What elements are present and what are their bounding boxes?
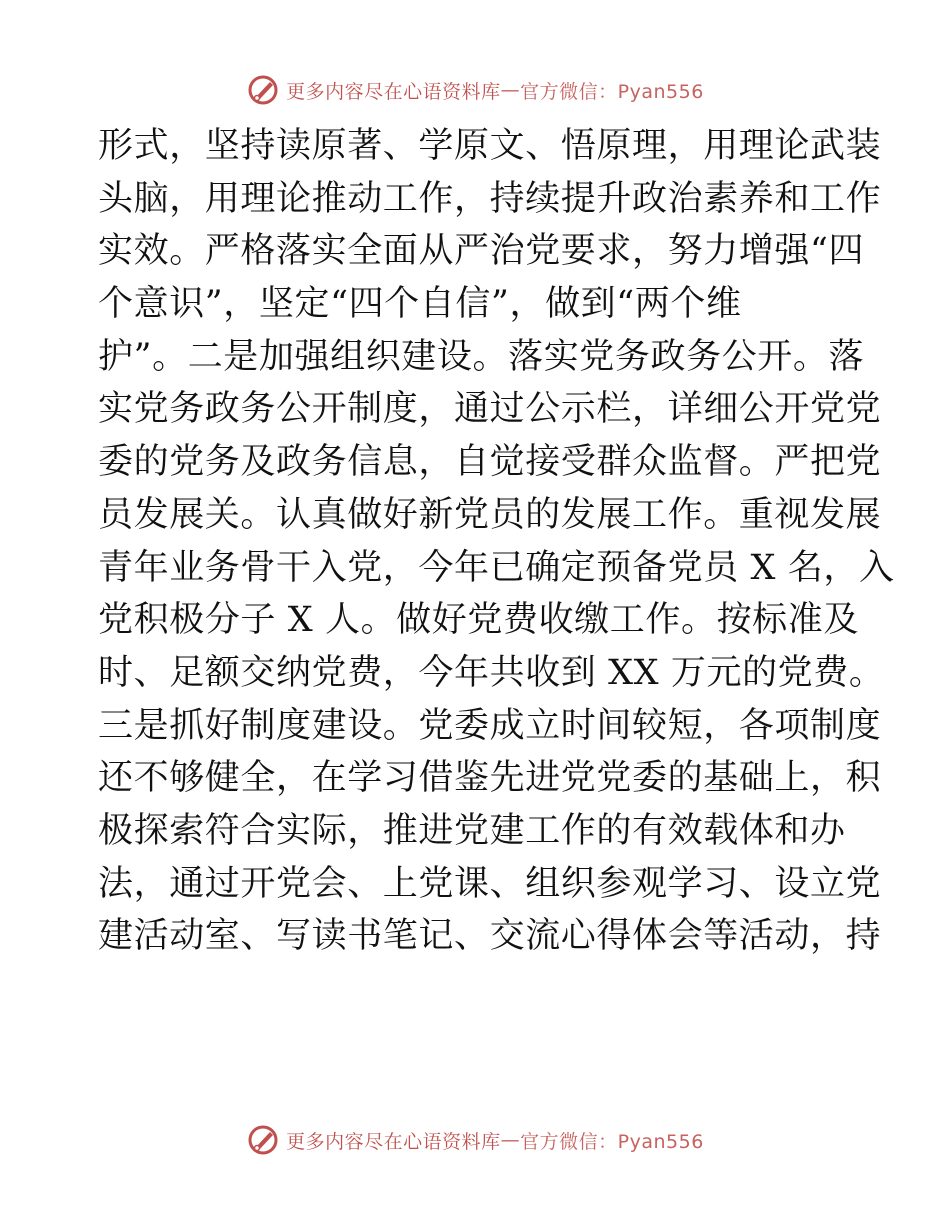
header-watermark (0, 70, 950, 110)
watermark-text-right: 官方微信：Pyan556 (520, 1130, 704, 1153)
text-line: 员发展关。认真做好新党员的发展工作。重视发展 (98, 494, 882, 535)
logo-icon (246, 1123, 280, 1157)
text-line: 建活动室、写读书笔记、交流心得体会等活动，持 (98, 916, 882, 957)
watermark-text-right: 官方微信：Pyan556 (520, 80, 704, 103)
text-line: 头脑，用理论推动工作，持续提升政治素养和工作 (98, 178, 882, 219)
watermark-text-left: 更多内容尽在心语资料库 (286, 1130, 501, 1153)
footer-watermark (0, 1120, 950, 1160)
text-line: 实党务政务公开制度，通过公示栏，详细公开党党 (98, 389, 882, 430)
watermark-separator: — (500, 1129, 521, 1151)
text-line: 护”。二是加强组织建设。落实党务政务公开。落 (98, 336, 865, 377)
logo-icon (246, 73, 280, 107)
text-line: 形式，坚持读原著、学原文、悟原理，用理论武装 (98, 126, 882, 166)
text-line: 时、足额交纳党费，今年共收到 XX 万元的党费。 (98, 652, 885, 693)
text-line: 青年业务骨干入党，今年已确定预备党员 X 名，入 (98, 547, 895, 588)
watermark-separator: — (500, 79, 521, 101)
text-line: 党积极分子 X 人。做好党费收缴工作。按标准及 (98, 600, 859, 641)
text-line: 三是抓好制度建设。党委成立时间较短，各项制度 (98, 705, 882, 746)
text-line: 还不够健全，在学习借鉴先进党党委的基础上，积 (98, 758, 882, 799)
text-line: 法，通过开党会、上党课、组织参观学习、设立党 (98, 863, 882, 904)
text-line: 个意识”，坚定“四个自信”，做到“两个维 (98, 284, 742, 325)
document-body (98, 120, 895, 963)
text-line: 实效。严格落实全面从严治党要求，努力增强“四 (98, 231, 865, 272)
text-line: 委的党务及政务信息，自觉接受群众监督。严把党 (98, 442, 882, 483)
watermark-text-left: 更多内容尽在心语资料库 (286, 80, 501, 103)
text-line: 极探索符合实际，推进党建工作的有效载体和办 (98, 810, 846, 851)
